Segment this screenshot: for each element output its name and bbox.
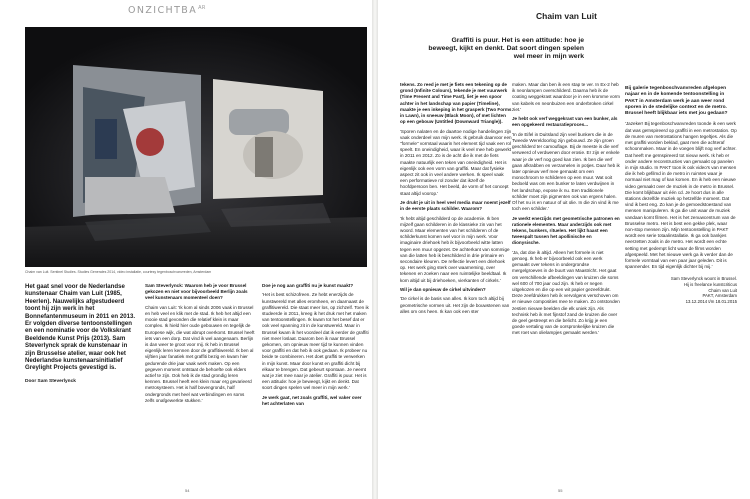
credits [625, 276, 737, 304]
credit-line: Sam Steverlynck woont in Brussel. [670, 276, 737, 282]
byline: Door Sam Steverlynck [25, 378, 76, 384]
left-column-2 [145, 283, 255, 407]
page-number: 55 [558, 488, 563, 493]
answer: Chaim van Luit: 'Ik kom al sinds 2006 vaak in Brussel en heb veel en klik met de stad. Ik heb het altijd een mooie stad gevonden die relatief klein is maar complex. Ik hield hier oude gebouwen en tegelijk de Europese wijk, die wat abrupt overkomt. Brussel heeft iets van een dorp. Dat vind ik wel aangenaam. Berlijn is dan weer te groot voor mij. Ik heb in Brussel eigenlijk leren kennen door de graffitiwereld. Ik ben al vijftien jaar fanatiek met graffiti bezig en kwam hier gedurende drie jaar vaak werk maken. Op een gegeven moment ontstaat de behoefte ook elders actief te zijn. Ook heb ik de stad grondig leren kennen. Brussel heeft een klein maar erg gevarieerd metrosysteem. Het is half bovengronds, half ondergronds met heel wat verbindingen en soms zelfs onafgewerkte stukken.' [145, 304, 255, 403]
question: Je werkt enerzijds met geometrische patronen en rationele elementen. Maar anderzijds ook met tekens, bunkers, rituelen. Het lijkt haast een tweespalt tussen het apollinische en dionysische. [512, 215, 620, 246]
answer: 'De cirkel is de basis van alles. Ik kom toch altijd bij geometrische vormen uit. Het zijn de bouwstenen van alles om ons heen. Ik kan ook een ster [400, 296, 510, 314]
right-column-1 [400, 82, 512, 318]
credit-line: Hij is freelance kunstcriticus [683, 281, 737, 287]
answer: 'Ja, dat doe ik altijd. Alleen het formele is niet genoeg. Ik heb er bijvoorbeeld ook een werk gemaakt over tekens in ondergrondse mergelgroeves in de buurt van Maastricht. Het gaat om verschillende afbeeldingen van kruizen die soms wel 600 of 700 jaar oud zijn. Ik heb er negen uitgekozen en die op een wit papier gezeefdrukt. Deze zeefdrukken heb ik vervolgens verschoven om er nieuwe composities mee te maken. Zo ontstonden zestien nieuwe beelden die elk uniek zijn. Als technisk heb ik met fijnstof zand de kruizen die over de geel gestreept en die belicht. Zo krijg je een goede vertaling van de oorspronkelijke kruizen die met roet van olielampjes gemaakt werden.' [512, 249, 620, 336]
installation-photo [25, 27, 367, 267]
answer: 'Het is best schizofreen. Ze hebt enerzijds de kunstwereld met alles eromheen, en daarnaast de graffitiwereld. Die staat meer los, op zichzelf. Toen ik studeerde in 2011, kreeg ik het druk met het maken van tentoonstellingen. Ik kwam tot het besef dat er ook veel spanning zit in de kunstwereld. Maar in Brussel kwam ik het voordeel dat ik eerder de graffiti niet meer loslaat. Daarom ben ik naar Brussel gekomen, om opnieuw meer tijd te kunnen vinden voor graffiti en dat heb ik ook gedaan. Ik probeer nu beide te combineren. Het doet graffiti te verwerken in mijn kunst. Maar door kunst en graffiti dicht bij elkaar te brengen. Dat gebeurt spontaan. Je neemt wat je ziet mee naar je atelier. Graffiti is puur. Het is een attitude: hoe je beweegt, kijkt en denkt. Dat soort dingen spelen wel meer in mijn werk.' [262, 292, 369, 391]
answer: 'Ik hebt altijd geschilderd op de academie. Ik ben mijzelf gaan schilderen in de klassieke zin van het woord. Maar elementen van het schilderen of de schilderkunst komen wel voor in mijn werk. Voor imaginaire driehoek heb ik bijvoorbeeld witte latten tegen een muur opgezet. De achterkant van sommige van die latten heb ik beschilderd in drie primaire en secondaire kleuren. De reflectie levert een driehoek op. Het werk ging sterk over waarneming, over tekenen en zoeken naar een ruimtelijke beeldtaal. Ik kom altijd uit bij driehoeken, vierkanten of cirkels.' [400, 215, 510, 283]
question: Wil je dan opnieuw de cirkel uitvinden? [400, 287, 486, 293]
logo-text: ONZICHTBA [128, 5, 198, 17]
left-page [0, 0, 372, 499]
right-column-3 [625, 86, 737, 304]
question: Doe je nog aan graffiti nu je kunst maakt? [262, 283, 354, 288]
sidebar-question: Bij galerie tegenboschvanvreden afgelopen najaar en in de komende tentoonstelling in PAKT in Amsterdam werk je aan weer rond sporen in de stedelijke context en de metro. Brussel heeft blijkbaar iets met jou gedaan? [625, 86, 728, 117]
question: Je hebt ook verf weggekrast van een bunker, als een opgekeerd restauratieproces... [512, 116, 618, 128]
article-intro [25, 283, 137, 385]
question: Je drukt je uit in heel veel media maar noemt jezelf in de eerste plaats schilder. Waarom? [400, 200, 511, 212]
pull-quote: Graffiti is puur. Het is een attitude: hoe je beweegt, kijkt en denkt. Dat soort dingen spelen wel meer in mijn werk [428, 37, 584, 60]
question: tekens. Zo reed je met je fiets een tekening op de grond (Infinite Colours), tekende je met vuurwerk (Time Present and Time Past), liet je een spoor achter in het landschap van papier (Timeline), maakte je een inkeping in het grasperk (Two Forms in Lawn), in sneeuw (Black Moon), of met lichten op een gebouw (Untitled (Downward Triangle)). [400, 82, 512, 125]
intro-text: Het gaat snel voor de Nederlandse kunstenaar Chaim van Luit (1985, Heerlen). Nauwelijks afgestudeerd toont hij zijn werk in het Bonnefantenmuseum in 2011 en 2013. Er volgden diverse tentoonstellingen en een nominatie voor de Volkskrant Beeldende Kunst Prijs (2013). Sam Steverlynck sprak de kunstenaar in zijn Brusselse atelier, waar ook het Nederlandse kunstenaarsinitiatief Greylight Projects gevestigd is. [25, 283, 136, 372]
answer: 'Jazeker! Bij tegenboschvanvreden toonde ik een werk dat was geïnspireerd op graffiti in een metrostation. Op de muren van metrostations hangen tegeltjes. Als die met graffiti worden beklad, gaat men die achteraf schoonmaken. Maar in de voegen blijft nog verf achter. Dat heeft me geïnspireerd tot nieuw werk. Ik heb er onder andere reconstructies van gemaakt op panelen in mijn studio. In PAKT toon ik ook video's van mensen die ik heb gefilmd in de metro in ruimtes waar je normaal niet mag of kan komen. En ik heb een nieuwe video gemaakt over de muziek in de metro in Brussel. Die komt blijkbaar uit één cd. Je hoort dus in alle stations dezelfde muziek op hetzelfde moment. Dat vind ik best eng. Zo kan je de gemoedstoestand van mensen manipuleren. Ik ga die unit waar de muziek vandaan komt filmen. Het is het zenuwcentrum van de Brusselse metro. Het is best een gekke plek, waar non-stop mensen zijn. Mijn tentoonstelling in PAKT wordt een serie totaalinstallatie. Ik ga ook bankjes neerzetten zoals in de metro. Het wordt een echte setting met gedempt licht waar de films worden afgespeeld. Met het nieuwe werk ga ik verder dan de formele vormtaal van een paar jaar geleden. Dit is spannender. En tijd eigenlijk dichter bij mij.' [625, 121, 737, 270]
question: Je werk gaat, net zoals graffiti, wel vaker over het achterlaten van [262, 394, 362, 407]
photo-caption: Chaim van Luit. Sentinel Studies. Studies Generales 2014, video installatie, courtesy tegenboschvanvreden, Amsterdam [25, 270, 212, 274]
left-column-3 [262, 283, 369, 410]
credit-line: PAKT, Amsterdam [702, 293, 737, 299]
logo-sub: AR [198, 5, 206, 11]
credit-line: Chaim van Luit [708, 287, 737, 293]
answer: maken. Maar dan ben ik een stap te ver. In Ex-2 heb ik neonlampen overschilderd. Daarna heb ik de coating weggekrast waardoor je in een kromme vorm van kabels en neonbuizen een onderbroken cirkel ziet.' [512, 82, 621, 112]
installation-image [25, 27, 367, 267]
page-number: 54 [185, 488, 190, 493]
right-column-2 [512, 82, 620, 340]
credit-line: 13.12.2014 t/m 18.01.2015 [685, 298, 737, 304]
question: Sam Steverlynck: Waarom heb je voor Brussel gekozen en niet voor bijvoorbeeld Berlijn zoals veel kunstenaars momenteel doen? [145, 283, 248, 301]
answer: 'In de Eifel in Duitsland zijn veel bunkers die in de Tweede Wereldoorlog zijn gebouwd. Ze zijn groen geschilderd ter camouflage. Bij de meeste is die verf verweerd of verdwenen door erosie. Er zijn er enkele waar je de verf nog goed kan zien. Ik ben die verf gaan afkrabben en verzamelen in potjes. Daar heb ik later opnieuw verf mee gemaakt om een monochroom te schilderen op een muur. Wat ooit bedoeld was om een bunker te laten verdwijnen in het landschap, expose ik nu. Een traditionele schilder moet zijn pigmenten ook van ergens halen. Of het nu is en natuur of uit olie. In die zin vind ik me toch een schilder.' [512, 131, 620, 212]
magazine-logo [128, 5, 206, 16]
right-page [378, 0, 750, 499]
answer: 'Sporen nalaten en de daartoe nodige handelingen zijn vaak onderdeel van mijn werk. Ik gebruik daarvoor een "formele" vormtaal waarin het element tijd vaak een rol speelt. En oneindigheid, waar ik veel mee heb gewerkt in 2011 en 2012. Zo is de acht die ik met de fiets maakte natuurlijk een teken van oneindigheid. Het is eigenlijk ook een vorm van graffiti. Maar dat fysieke aspect zit ook in veel andere werken. Ik speel vaak een performatieve rol zonder dat ikzelf de hoofdpersoon ben. Het beeld, de vorm of het concept staat altijd voorop.' [400, 128, 512, 196]
running-head-author: Chaim van Luit [536, 11, 597, 21]
